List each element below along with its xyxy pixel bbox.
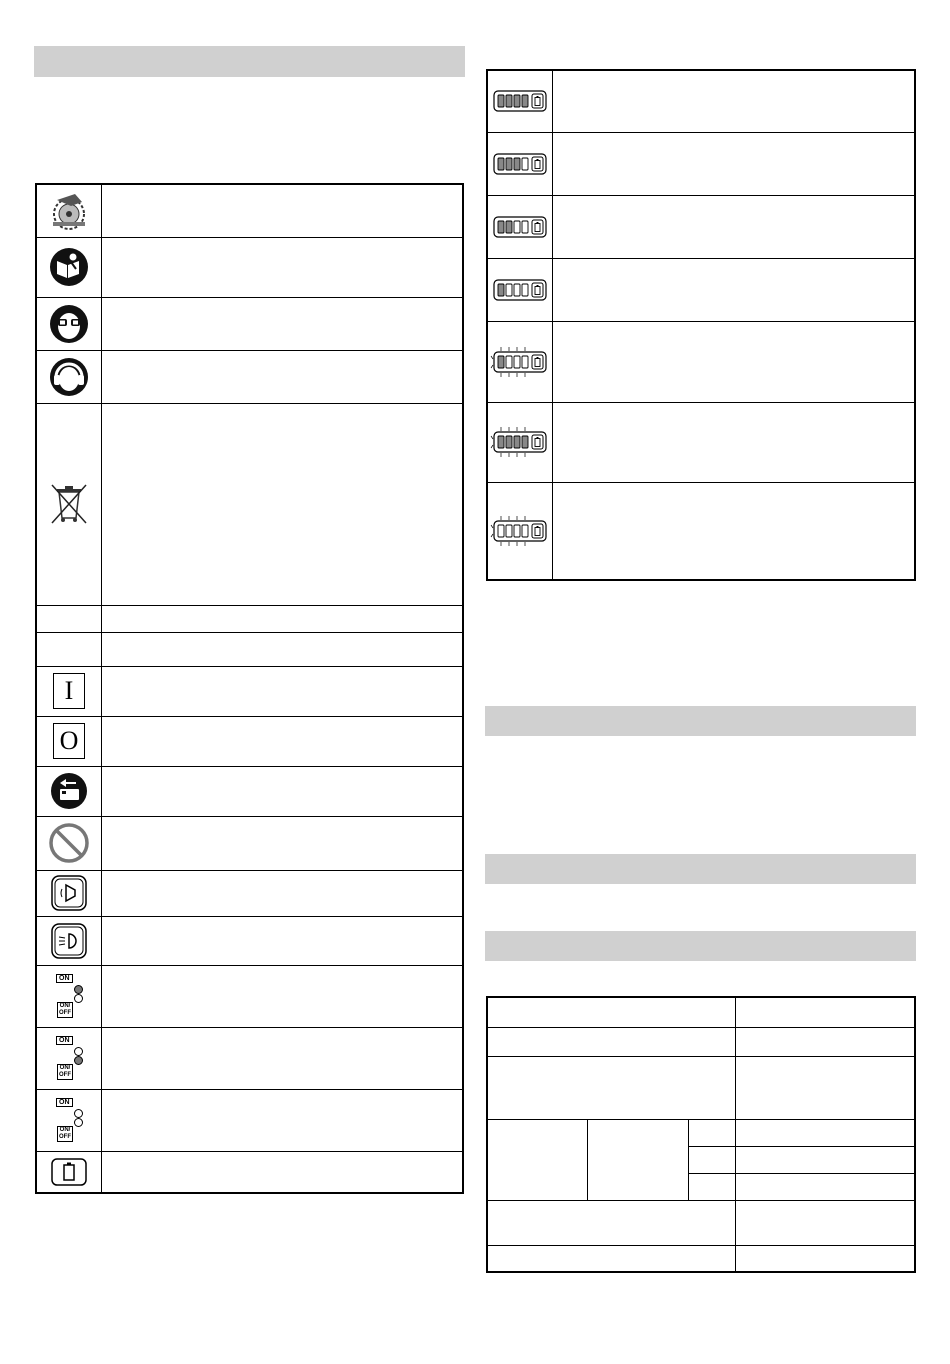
gauge-segment: [498, 525, 504, 537]
spec-unit-cell: [689, 1119, 736, 1146]
symbol-icon-cell: [36, 350, 102, 403]
indicator-on-label: ON: [56, 974, 73, 983]
symbol-row: [36, 716, 463, 766]
symbol-row: [36, 237, 463, 297]
gauge-segment: [522, 95, 528, 107]
battery-insert-icon: [50, 772, 88, 810]
symbol-icon-cell: [36, 237, 102, 297]
gauge-segment: [522, 221, 528, 233]
battery-level-icon: [490, 272, 550, 308]
symbol-icon-cell: [36, 403, 102, 605]
gauge-segment: [498, 356, 504, 368]
blink-mark: [491, 365, 493, 368]
symbol-row: [36, 403, 463, 605]
spec-unit-cell: [689, 1146, 736, 1173]
gauge-battery-tip: [537, 526, 539, 528]
spec-row: [487, 1027, 915, 1056]
light-icon: [51, 923, 87, 959]
indicator-on-label: ON: [56, 1098, 73, 1107]
gauge-segment: [498, 284, 504, 296]
gauge-battery-tip: [537, 357, 539, 359]
spec-subgroup-cell: [588, 1119, 689, 1200]
gauge-segment: [514, 356, 520, 368]
symbol-icon-cell: [36, 1089, 102, 1151]
battery-level-icon-cell: [487, 132, 553, 195]
gauge-segment: [514, 158, 520, 170]
ear-protection-icon: [49, 357, 89, 397]
gauge-battery-tip: [537, 222, 539, 224]
indicator-on-label: ON: [56, 1036, 73, 1045]
battery-level-icon: [490, 83, 550, 119]
gauge-battery-tip: [537, 96, 539, 98]
spec-value-cell: [736, 1245, 916, 1272]
symbol-icon-cell: [36, 666, 102, 716]
section-heading-band: [485, 854, 916, 884]
led-dot: [74, 1047, 83, 1056]
symbol-icon-cell: [36, 766, 102, 816]
symbol-icon-cell: [36, 184, 102, 237]
gauge-segment: [522, 356, 528, 368]
battery-level-icon-cell: [487, 402, 553, 482]
circular-saw-icon: [49, 190, 89, 232]
symbol-row: [36, 816, 463, 870]
blink-mark: [491, 356, 493, 359]
battery-level-row: [487, 482, 915, 580]
section-heading-band: [485, 706, 916, 736]
gauge-segment: [498, 221, 504, 233]
gauge-segment: [514, 95, 520, 107]
section-heading-band: [34, 46, 465, 77]
led-dot: [74, 994, 83, 1003]
battery-level-icon-cell: [487, 482, 553, 580]
on-onoff-indicator-icon: [54, 974, 84, 1018]
spec-label-cell: [487, 1027, 736, 1056]
gauge-segment: [506, 436, 512, 448]
spec-group-cell: [487, 1119, 588, 1200]
spec-value-cell: [736, 1056, 916, 1119]
gauge-segment: [498, 95, 504, 107]
led-dot: [74, 1109, 83, 1118]
indicator-onoff-label: ON/OFF: [59, 1003, 71, 1016]
gauge-battery-tip: [537, 285, 539, 287]
battery-level-row: [487, 321, 915, 402]
symbol-icon-cell: [36, 632, 102, 666]
symbol-icon-cell: [36, 965, 102, 1027]
symbol-icon-cell: [36, 1151, 102, 1193]
gauge-segment: [506, 95, 512, 107]
spec-value-cell: [736, 997, 916, 1027]
symbol-row: [36, 184, 463, 237]
gauge-segment: [522, 158, 528, 170]
gauge-segment: [506, 356, 512, 368]
battery-level-table: [486, 69, 916, 581]
led-dot: [74, 985, 83, 994]
spec-label-cell: [487, 1200, 736, 1245]
battery-level-icon-cell: [487, 195, 553, 258]
gauge-segment: [498, 158, 504, 170]
battery-level-icon: [490, 344, 550, 380]
gauge-segment: [506, 221, 512, 233]
gauge-segment: [522, 525, 528, 537]
speed-icon: [51, 875, 87, 911]
blink-mark: [491, 436, 493, 439]
on-onoff-indicator-icon: [54, 1036, 84, 1080]
indicator-onoff-label: ON/OFF: [59, 1065, 71, 1078]
specifications-table: [486, 996, 916, 1273]
spec-row: [487, 1200, 915, 1245]
battery-level-row: [487, 70, 915, 132]
on-position-icon: I: [53, 673, 85, 709]
battery-icon: [51, 1158, 87, 1186]
led-dot: [74, 1056, 83, 1065]
symbol-icon-cell: [36, 297, 102, 350]
battery-level-row: [487, 258, 915, 321]
symbol-icon-cell: [36, 605, 102, 632]
symbol-icon-cell: [36, 816, 102, 870]
battery-level-icon: [490, 146, 550, 182]
symbol-row: [36, 1089, 463, 1151]
gauge-segment: [514, 284, 520, 296]
battery-level-icon: [490, 424, 550, 460]
gauge-segment: [522, 284, 528, 296]
symbol-row: [36, 605, 463, 632]
gauge-segment: [514, 525, 520, 537]
battery-level-icon: [490, 513, 550, 549]
symbol-row: [36, 916, 463, 965]
off-position-icon: O: [53, 723, 85, 759]
read-manual-icon: [49, 247, 89, 287]
gauge-segment: [522, 436, 528, 448]
battery-level-icon-cell: [487, 258, 553, 321]
symbol-icon-cell: [36, 716, 102, 766]
gauge-segment: [498, 436, 504, 448]
symbol-row: [36, 350, 463, 403]
spec-value-cell: [736, 1146, 916, 1173]
battery-level-row: [487, 195, 915, 258]
symbol-row: [36, 766, 463, 816]
spec-label-cell: [487, 997, 736, 1027]
gauge-segment: [506, 284, 512, 296]
on-onoff-indicator-icon: [54, 1098, 84, 1142]
symbol-row: [36, 1151, 463, 1193]
symbols-table: [35, 183, 464, 1194]
led-dot: [74, 1118, 83, 1127]
symbol-row: [36, 870, 463, 916]
spec-value-cell: [736, 1173, 916, 1200]
symbol-row: [36, 666, 463, 716]
symbol-row: [36, 965, 463, 1027]
symbol-icon-cell: [36, 1027, 102, 1089]
gauge-battery-tip: [537, 437, 539, 439]
gauge-segment: [514, 221, 520, 233]
spec-value-cell: [736, 1027, 916, 1056]
gauge-segment: [506, 525, 512, 537]
gauge-segment: [514, 436, 520, 448]
symbol-row: [36, 632, 463, 666]
battery-level-row: [487, 132, 915, 195]
gauge-battery-tip: [537, 159, 539, 161]
spec-value-cell: [736, 1119, 916, 1146]
battery-level-icon-cell: [487, 70, 553, 132]
spec-row: [487, 997, 915, 1027]
blink-mark: [491, 525, 493, 528]
eye-protection-icon: [49, 304, 89, 344]
spec-row: [487, 1119, 915, 1146]
spec-label-cell: [487, 1056, 736, 1119]
indicator-onoff-label: ON/OFF: [59, 1127, 71, 1140]
spec-unit-cell: [689, 1173, 736, 1200]
crossed-bin-icon: [49, 482, 89, 526]
spec-label-cell: [487, 1245, 736, 1272]
spec-value-cell: [736, 1200, 916, 1245]
battery-level-row: [487, 402, 915, 482]
symbol-icon-cell: [36, 916, 102, 965]
spec-row: [487, 1056, 915, 1119]
section-heading-band: [485, 931, 916, 961]
symbol-icon-cell: [36, 870, 102, 916]
prohibition-icon: [48, 822, 90, 864]
symbol-row: [36, 1027, 463, 1089]
battery-level-icon-cell: [487, 321, 553, 402]
blink-mark: [491, 445, 493, 448]
gauge-segment: [506, 158, 512, 170]
blink-mark: [491, 534, 493, 537]
symbol-row: [36, 297, 463, 350]
spec-row: [487, 1245, 915, 1272]
battery-level-icon: [490, 209, 550, 245]
